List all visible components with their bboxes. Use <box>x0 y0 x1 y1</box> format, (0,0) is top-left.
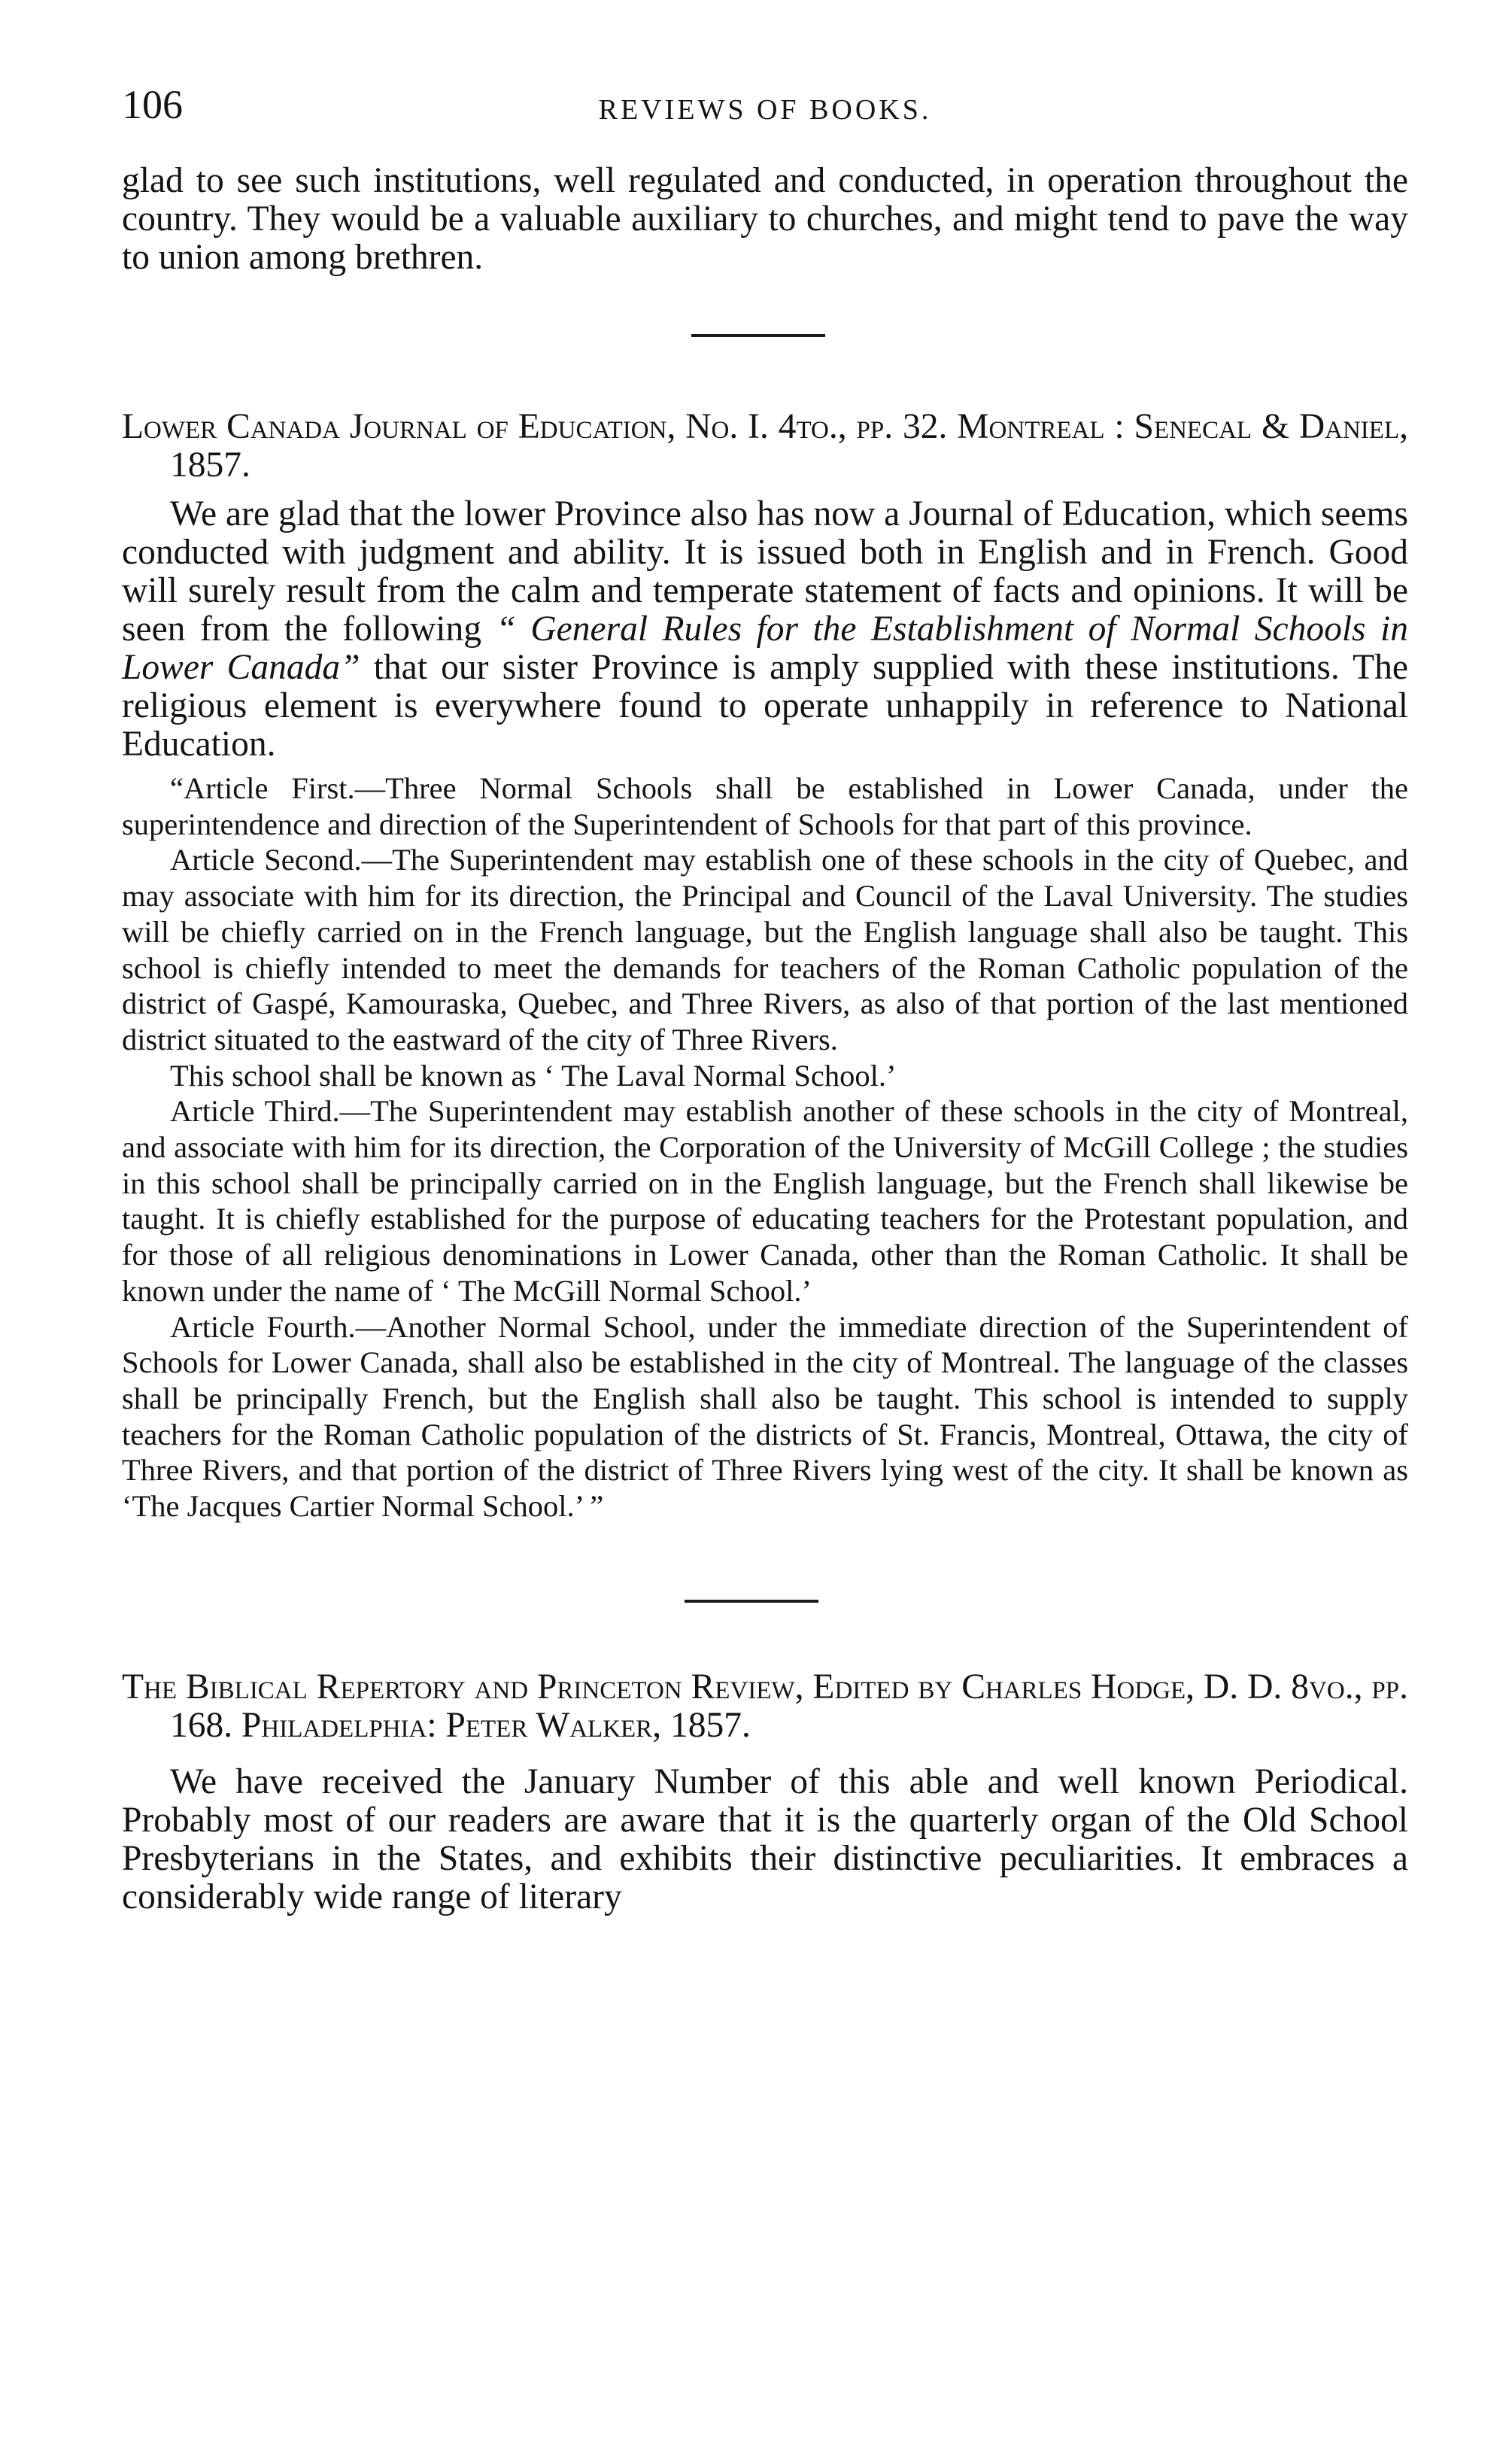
page-header <box>122 81 1408 126</box>
review-title-princeton-review: The Biblical Repertory and Princeton Review, Edited by Charles Hodge, D. D. 8vo., pp. 168. Philadelphia: Peter Walker, 1857. <box>122 1667 1408 1745</box>
intro-text-before: We are glad that the lower Province also has now a Journal of Education, which seems conducted with judgment and ability. It is issued both in English and in French. Good will surely result from the calm and temperate statement of facts and opinions. It will be seen from the following <box>122 494 1408 649</box>
section-divider <box>691 334 825 337</box>
review-intro-paragraph <box>122 495 1408 764</box>
article-first: “Article First.—Three Normal Schools shall be established in Lower Canada, under the superintendence and direction of the Superintendent of Schools for that part of this province. <box>122 771 1408 841</box>
intro-text-after: that our sister Province is amply supplied with these institutions. The religious element is everywhere found to operate unhappily in reference to National Education. <box>122 648 1408 764</box>
running-title: REVIEWS OF BOOKS. <box>598 94 932 126</box>
article-third: Article Third.—The Superintendent may establish another of these schools in the city of Montreal, and associate with him for its direction, the Corporation of the University of McGill College ; the studies in this school shall be principally carried on in the English language, but the French shall likewise be taught. It is chiefly established for the purpose of educating teachers for the Protestant population, and for those of all religious denominations in Lower Canada, other than the Roman Catholic. It shall be known under the name of ‘ The McGill Normal School.’ <box>122 1094 1408 1308</box>
article-second: Article Second.—The Superintendent may establish one of these schools in the city of Quebec, and may associate with him for its direction, the Principal and Council of the Laval University. The studies will be chiefly carried on in the French language, but the English language shall also be taught. This school is chiefly intended to meet the demands for teachers of the Roman Catholic population of the district of Gaspé, Kamouraska, Quebec, and Three Rivers, as also of that portion of the last mentioned district situated to the eastward of the city of Three Rivers. <box>122 843 1408 1056</box>
article-second-school-name: This school shall be known as ‘ The Laval Normal School.’ <box>170 1058 897 1093</box>
page-number: 106 <box>122 82 183 127</box>
review-title-journal-of-education: Lower Canada Journal of Education, No. I. 4to., pp. 32. Montreal : Senecal & Daniel, 1857. <box>122 407 1408 485</box>
page-body <box>122 162 1408 1916</box>
quoted-rules-title: “ General Rules for the Establishment of Normal Schools in Lower Canada” <box>122 609 1408 687</box>
article-fourth: Article Fourth.—Another Normal School, under the immediate direction of the Superintendent of Schools for Lower Canada, shall also be established in the city of Montreal. The language of the classes shall be principally French, but the English shall also be taught. This school is intended to supply teachers for the Roman Catholic population of the districts of St. Francis, Montreal, Ottawa, the city of Three Rivers, and that portion of the district of Three Rivers lying west of the city. It shall be known as ‘The Jacques Cartier Normal School.’ ” <box>122 1309 1408 1524</box>
review-body-princeton: We have received the January Number of this able and well known Periodical. Probably most of our readers are aware that it is the quarterly organ of the Old School Presbyterians in the States, and exhibits their distinctive peculiarities. It embraces a considerably wide range of literary <box>122 1761 1408 1916</box>
section-divider <box>685 1600 818 1603</box>
continuation-paragraph: glad to see such institutions, well regulated and conducted, in operation throughout the country. They would be a valuable auxiliary to churches, and might tend to pave the way to union among brethren. <box>122 161 1408 277</box>
